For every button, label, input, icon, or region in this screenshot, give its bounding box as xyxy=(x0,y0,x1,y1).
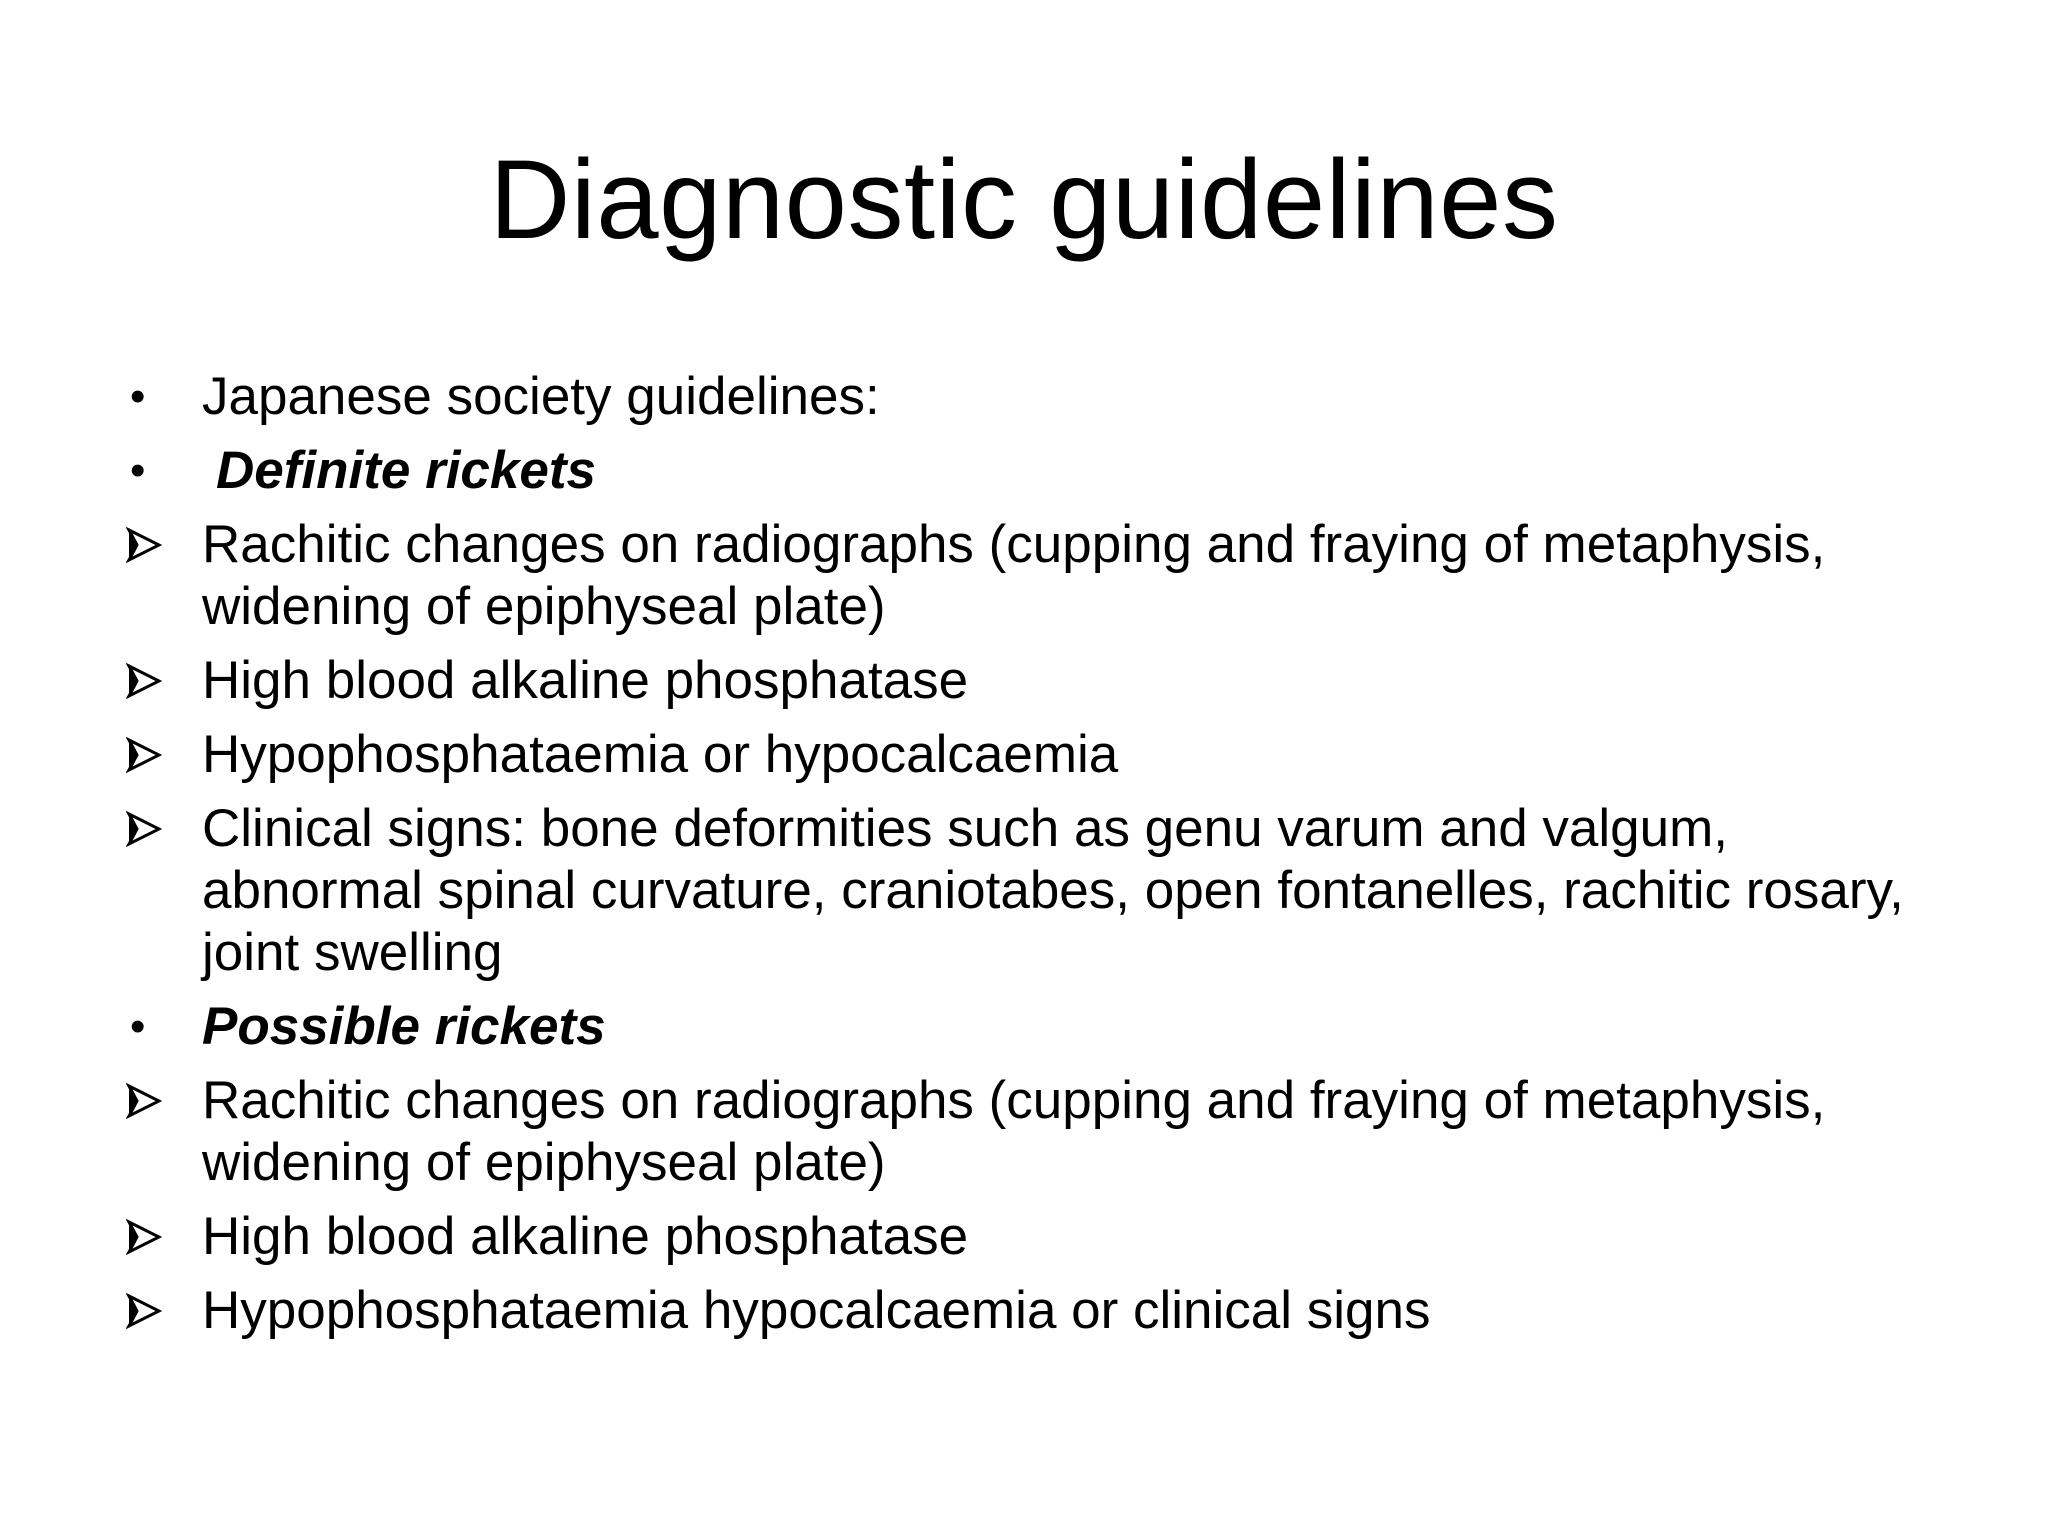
arrow-bullet-icon xyxy=(126,514,186,576)
list-item xyxy=(120,724,1960,786)
list-item-text: Japanese society guidelines: xyxy=(202,367,880,426)
list-item xyxy=(120,798,1960,984)
list-item xyxy=(120,1070,1960,1194)
list-item-text: Hypophosphataemia or hypocalcaemia xyxy=(202,725,1119,784)
arrow-bullet-icon xyxy=(126,1070,186,1132)
list-item-text: Hypophosphataemia hypocalcaemia or clinical signs xyxy=(202,1281,1431,1340)
list-item-text: High blood alkaline phosphatase xyxy=(202,651,969,710)
arrow-bullet-icon xyxy=(126,1206,186,1268)
list-item-text: Rachitic changes on radiographs (cupping and fraying of metaphysis, widening of epiphyseal plate) xyxy=(202,1071,1826,1192)
list-item xyxy=(120,1206,1960,1268)
slide-title: Diagnostic guidelines xyxy=(489,137,1559,262)
list-item xyxy=(120,514,1960,638)
list-item-text: Clinical signs: bone deformities such as genu varum and valgum, abnormal spinal curvature, craniotabes, open fontanelles, rachitic rosary, joint swelling xyxy=(202,799,1904,982)
list-item-text: Possible rickets xyxy=(202,997,606,1056)
list-item xyxy=(120,366,1960,428)
arrow-bullet-icon xyxy=(126,724,186,786)
arrow-bullet-icon xyxy=(126,798,186,860)
bullet-list xyxy=(120,366,1960,1354)
bullet-dot-icon: • xyxy=(130,372,146,421)
list-item-text: Definite rickets xyxy=(216,441,596,500)
list-item-heading xyxy=(120,996,1960,1058)
list-item-text: High blood alkaline phosphatase xyxy=(202,1207,969,1266)
arrow-bullet-icon xyxy=(126,1280,186,1342)
list-item xyxy=(120,1280,1960,1342)
arrow-bullet-icon xyxy=(126,650,186,712)
list-item-heading xyxy=(120,440,1960,502)
list-item xyxy=(120,650,1960,712)
bullet-dot-icon: • xyxy=(130,1002,146,1051)
bullet-dot-icon: • xyxy=(130,446,146,495)
list-item-text: Rachitic changes on radiographs (cupping and fraying of metaphysis, widening of epiphyseal plate) xyxy=(202,515,1826,636)
